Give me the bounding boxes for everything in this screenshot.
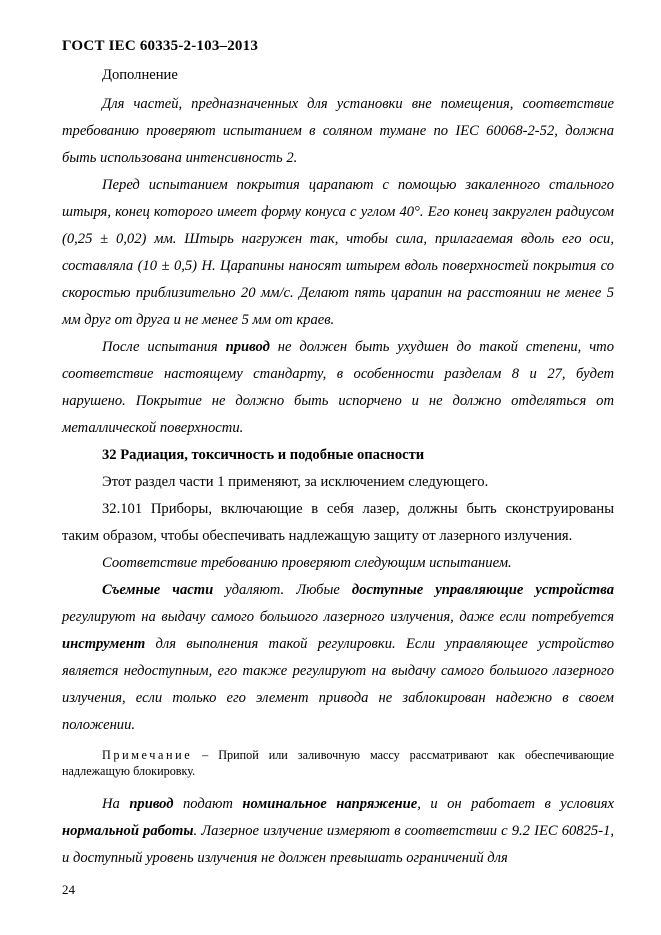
paragraph-after-test xyxy=(62,334,614,442)
paragraph-rated-voltage xyxy=(62,791,614,872)
note-label: Примечание xyxy=(102,748,193,762)
text-segment: подают xyxy=(173,796,243,812)
addition-label: Дополнение xyxy=(102,67,178,83)
term-removable-parts: Съемные части xyxy=(102,582,214,598)
document-header: ГОСТ IEC 60335-2-103–2013 xyxy=(62,38,259,54)
note-text: – Припой или заливочную массу рассматривают как обеспечивающие надлежащую блокировку. xyxy=(62,748,614,778)
term-drive: привод xyxy=(225,339,270,355)
page-number: 24 xyxy=(62,882,75,897)
note-paragraph xyxy=(62,747,614,779)
paragraph-salt-mist: Для частей, предназначенных для установки вне помещения, соответствие требованию проверяют испытанием в соляном тумане по IEC 60068-2-52, должна быть использована интенсивность 2. xyxy=(62,96,614,166)
term-normal-operation: нормальной работы xyxy=(62,823,194,839)
paragraph-scratch-test: Перед испытанием покрытия царапают с помощью закаленного стального штыря, конец которого имеет форму конуса с углом 40°. Его конец закруглен радиусом (0,25 ± 0,02) мм. Штырь нагружен так, чтобы сила, прилагаемая вдоль его оси, составляла (10 ± 0,5) Н. Царапины наносят штырем вдоль поверхностей покрытия со скоростью приблизительно 20 мм/с. Делают пять царапин на расстоянии не менее 5 мм друг от друга и не менее 5 мм от краев. xyxy=(62,177,614,328)
text-segment: не должен быть ухудшен до такой степени, что соответствие настоящему стандарту, в особенности разделам 8 и 27, будет нарушено. Покрытие не должно быть испорчено и не должно отделяться от металлической поверхности. xyxy=(62,339,614,436)
paragraph-section-applies: Этот раздел части 1 применяют, за исключением следующего. xyxy=(102,474,489,490)
text-segment: . Лазерное излучение измеряют в соответствии с 9.2 IEC 60825-1, и доступный уровень излучения не должен превышать ограничений для xyxy=(62,823,615,866)
text-segment: регулируют на выдачу самого большого лазерного излучения, даже если потребуется xyxy=(62,609,614,625)
paragraph-compliance-check: Соответствие требованию проверяют следующим испытанием. xyxy=(102,555,512,571)
text-segment: для выполнения такой регулировки. Если управляющее устройство является недоступным, его также регулируют на выдачу самого большого лазерного излучения, если только его элемент привода не заблокирован надежно в своем положении. xyxy=(62,636,614,733)
text-segment: На xyxy=(102,796,130,812)
term-rated-voltage: номинальное напряжение xyxy=(242,796,418,812)
term-tool: инструмент xyxy=(62,636,146,652)
section-heading-32: 32 Радиация, токсичность и подобные опасности xyxy=(102,447,425,463)
paragraph-32-101: 32.101 Приборы, включающие в себя лазер, должны быть сконструированы таким образом, чтобы обеспечивать надлежащую защиту от лазерного излучения. xyxy=(62,501,614,544)
page-content xyxy=(62,62,614,872)
paragraph-removable-parts xyxy=(62,577,614,739)
term-drive: привод xyxy=(129,796,174,812)
text-segment: удаляют. Любые xyxy=(213,582,352,598)
text-segment: , и он работает в условиях xyxy=(417,796,614,812)
term-accessible-controls: доступные управляющие устройства xyxy=(351,582,614,598)
text-segment: После испытания xyxy=(102,339,226,355)
